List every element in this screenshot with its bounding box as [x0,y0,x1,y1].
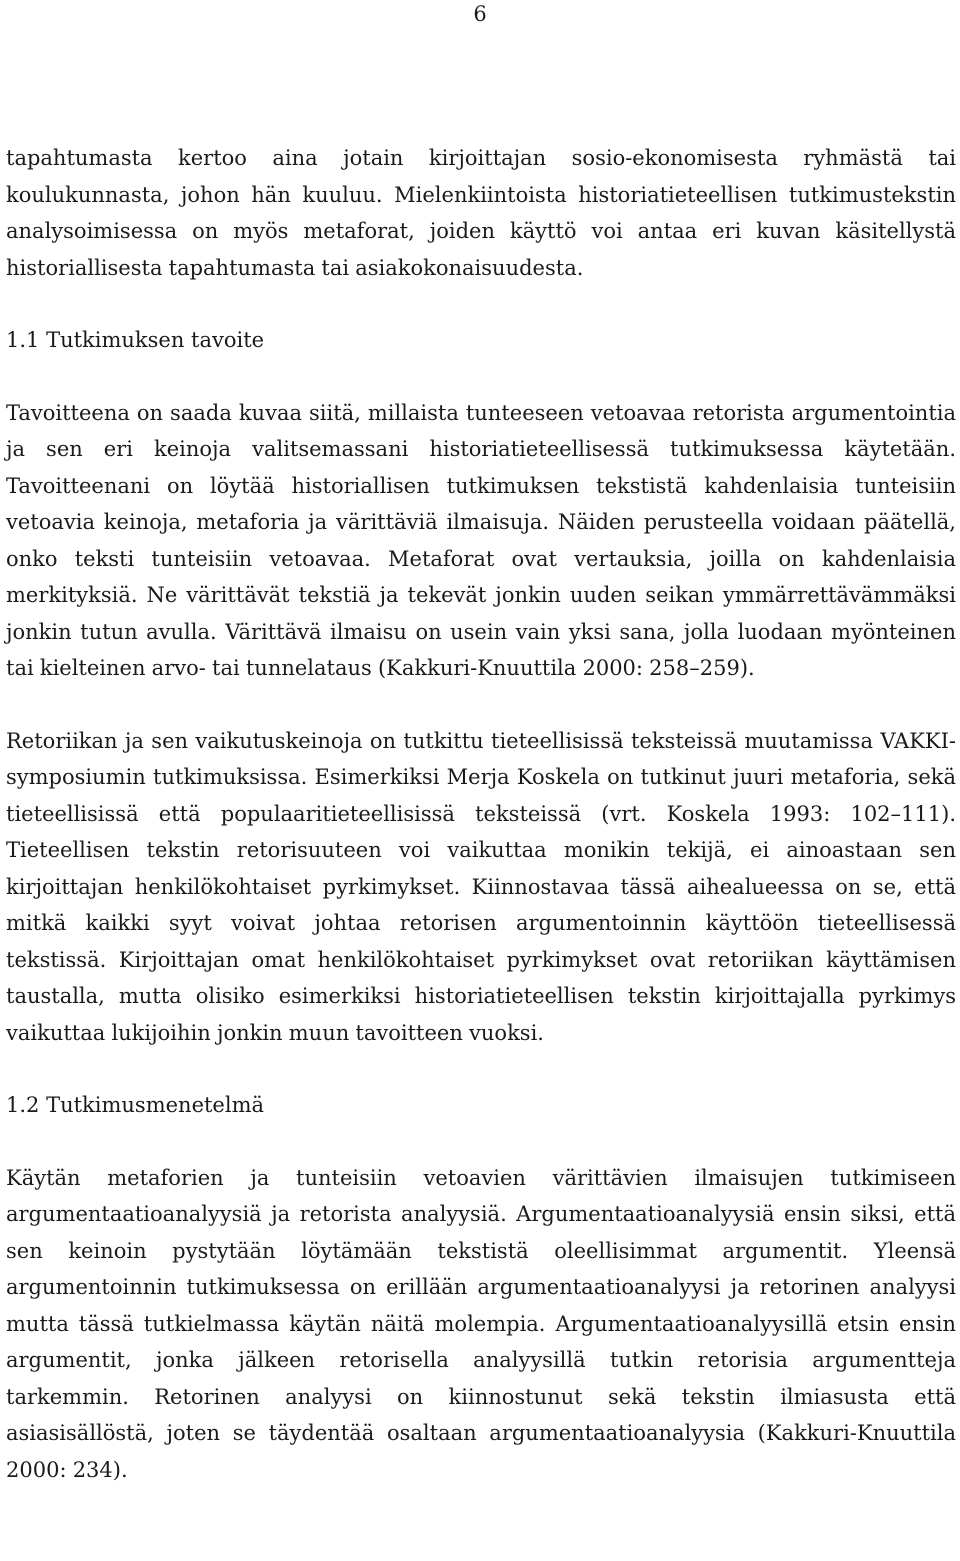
paragraph-menetelma: Käytän metaforien ja tunteisiin vetoavien värittävien ilmaisujen tutkimiseen argumentaatioanalyysiä ja retorista analyysiä. Argumentaatioanalyysiä ensin siksi, että sen keinoin pystytään löytämään tekstistä oleellisimmat argumentit. Yleensä argumentoinnin tutkimuksessa on erillään argumentaatioanalyysi ja retorinen analyysi mutta tässä tutkielmassa käytän näitä molempia. Argumentaatioanalyysillä etsin ensin argumentit, jonka jälkeen retorisella analyysillä tutkin retorisia argumentteja tarkemmin. Retorinen analyysi on kiinnostunut sekä tekstin ilmiasusta että asiasisällöstä, joten se täydentää osaltaan argumentaatioanalyysia (Kakkuri-Knuuttila 2000: 234). [6,1165,956,1482]
spacer [6,359,956,395]
spacer [6,286,956,322]
paragraph-tavoite: Tavoitteena on saada kuvaa siitä, millaista tunteeseen vetoavaa retorista argumentointia ja sen eri keinoja valitsemassani historiatieteellisessä tutkimuksessa käytetään. Tavoitteenani on löytää historiallisen tutkimuksen tekstistä kahdenlaisia tunteisiin vetoavia keinoja, metaforia ja värittäviä ilmaisuja. Näiden perusteella voidaan päätellä, onko teksti tunteisiin vetoavaa. Metaforat ovat vertauksia, joilla on kahdenlaisia merkityksiä. Ne värittävät tekstiä ja tekevät jonkin uuden seikan ymmärrettävämmäksi jonkin tutun avulla. Värittävä ilmaisu on usein vain yksi sana, jolla luodaan myönteinen tai kielteinen arvo- tai tunnelataus (Kakkuri-Knuuttila 2000: 258–259). [6,400,956,680]
section-heading-tavoite: 1.1 Tutkimuksen tavoite [6,328,265,352]
section-heading-menetelma: 1.2 Tutkimusmenetelmä [6,1093,265,1117]
spacer [6,687,956,723]
document-body [6,140,956,1488]
paragraph-retoriikka: Retoriikan ja sen vaikutuskeinoja on tutkittu tieteellisissä teksteissä muutamissa VAKKI-symposiumin tutkimuksissa. Esimerkiksi Merja Koskela on tutkinut juuri metaforia, sekä tieteellisissä että populaaritieteellisissä teksteissä (vrt. Koskela 1993: 102–111). Tieteellisen tekstin retorisuuteen voi vaikuttaa monikin tekijä, ei ainoastaan sen kirjoittajan henkilökohtaiset pyrkimykset. Kiinnostavaa tässä aihealueessa on se, että mitkä kaikki syyt voivat johtaa retorisen argumentoinnin käyttöön tieteellisessä tekstissä. Kirjoittajan omat henkilökohtaiset pyrkimykset ovat retoriikan käyttämisen taustalla, mutta olisiko esimerkiksi historiatieteellisen tekstin kirjoittajalla pyrkimys vaikuttaa lukijoihin jonkin muun tavoitteen vuoksi. [6,728,956,1045]
spacer [6,1124,956,1160]
paragraph-intro: tapahtumasta kertoo aina jotain kirjoittajan sosio-ekonomisesta ryhmästä tai koulukunnasta, johon hän kuuluu. Mielenkiintoista historiatieteellisen tutkimustekstin analysoimisessa on myös metaforat, joiden käyttö voi antaa eri kuvan käsitellystä historiallisesta tapahtumasta tai asiakokonaisuudesta. [6,146,956,280]
page-number: 6 [473,2,487,26]
spacer [6,1051,956,1087]
